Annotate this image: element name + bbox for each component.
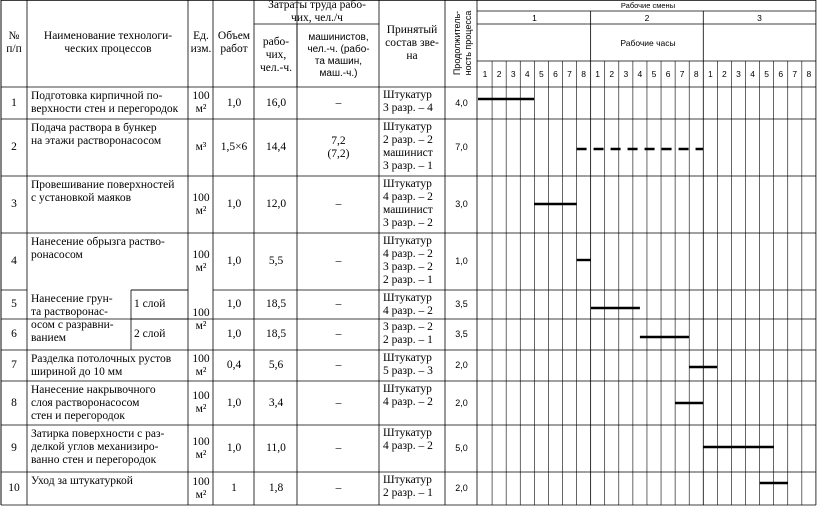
hour-label-shift1-h1: 1 — [482, 69, 488, 79]
row-volume: 1,0 — [226, 396, 242, 409]
row-duration: 2,0 — [455, 483, 468, 493]
row-volume: 0,4 — [226, 359, 242, 371]
hour-label-shift1-h4: 4 — [524, 69, 530, 79]
row-layer: 1 слой — [134, 298, 166, 310]
hour-label-shift3-h2: 2 — [722, 69, 727, 79]
row-duration: 2,0 — [455, 397, 468, 408]
row-volume: 1,0 — [226, 198, 242, 210]
row-process-name: Нанесение накрывочного слоя растворонасосом стен и перегородок — [31, 384, 156, 422]
header-process-name: Наименование технологи- ческих процессов — [43, 30, 173, 55]
row-workers-labor: 18,5 — [265, 328, 287, 340]
header-workers: рабо- чих, чел.-ч. — [260, 36, 292, 74]
row-crew: Штукатур 4 разр. – 2 машинист 3 разр. – 2 — [383, 178, 433, 229]
row-crew: Штукатур 5 разр. – 3 — [383, 352, 433, 377]
row-num: 10 — [8, 482, 20, 494]
row-crew: Штукатур 2 разр. – 2 машинист 3 разр. – 1 — [383, 121, 433, 172]
row-num: 3 — [11, 198, 17, 210]
row-duration: 7,0 — [455, 142, 468, 152]
row-volume: 1,0 — [226, 328, 242, 340]
row-volume: 1 — [231, 482, 237, 494]
row-num: 8 — [11, 396, 17, 409]
row-duration: 4,0 — [455, 97, 468, 108]
hour-label-shift1-h8: 8 — [581, 69, 586, 79]
row-duration: 2,0 — [455, 360, 468, 370]
row-machinists-labor: – — [335, 396, 342, 409]
row-volume: 1,0 — [226, 442, 242, 454]
row-crew: Штукатур 4 разр. – 2 — [383, 427, 433, 452]
row-duration: 1,0 — [455, 256, 468, 266]
row-machinists-labor: – — [335, 198, 342, 210]
row-machinists-labor: – — [335, 328, 342, 340]
row-volume: 1,5×6 — [220, 141, 248, 153]
hour-label-shift3-h5: 5 — [764, 69, 769, 79]
row-num: 6 — [11, 328, 17, 340]
row-process-name: Разделка потолочных рустов шириной до 10 мм — [31, 353, 172, 378]
row-machinists-labor: 7,2 (7,2) — [327, 134, 350, 160]
hour-label-shift3-h6: 6 — [778, 69, 784, 79]
row-machinists-labor: – — [335, 482, 342, 494]
header-labor-costs: Затраты труда рабо- чих, чел./ч — [268, 0, 366, 24]
row-process-name: Подготовка кирпичной по- верхности стен и перегородок — [31, 90, 179, 115]
row-crew: 3 разр. – 2 2 разр. – 1 — [383, 321, 433, 346]
hour-label-shift1-h5: 5 — [538, 69, 544, 79]
hour-label-shift3-h7: 7 — [792, 69, 798, 79]
row-duration: 3,5 — [455, 329, 468, 339]
header-work-hours: Рабочие часы — [620, 38, 676, 48]
row-machinists-labor: – — [335, 298, 342, 310]
shift-3-label: 3 — [757, 13, 762, 23]
hour-label-shift2-h5: 5 — [651, 69, 657, 79]
row-unit: 100 м² — [192, 248, 210, 274]
row-num: 7 — [11, 359, 17, 371]
row-volume: 1,0 — [226, 96, 242, 109]
header-crew: Принятый состав зве- на — [385, 23, 439, 62]
row-num: 2 — [11, 141, 17, 153]
row-crew: Штукатур 3 разр. – 4 — [383, 89, 433, 114]
row-volume: 1,0 — [226, 255, 242, 267]
row-process-name: Нанесение грун- та растворонас- осом с разравни- ванием — [31, 293, 114, 344]
row-num: 1 — [11, 96, 17, 109]
row-process-name: Нанесение обрызга раство- ронасосом — [31, 236, 165, 261]
row-process-name: Провешивание поверхностей с установкой маяков — [31, 179, 175, 204]
hour-label-shift2-h3: 3 — [623, 69, 629, 79]
row-workers-labor: 18,5 — [265, 298, 287, 310]
header-duration: Продолжитель- ность процесса — [452, 10, 473, 76]
row-machinists-labor: – — [335, 359, 342, 371]
hour-label-shift1-h3: 3 — [510, 69, 516, 79]
header-work-shifts: Рабочие смены — [620, 1, 676, 10]
header-num: № п/п — [6, 30, 22, 55]
row-unit: 100 м² — [192, 475, 210, 501]
hour-label-shift2-h6: 6 — [665, 69, 671, 79]
hour-label-shift3-h8: 8 — [806, 69, 812, 79]
row-unit: 100 м² — [192, 435, 210, 461]
row-workers-labor: 11,0 — [266, 442, 286, 454]
header-machinists: машинистов, чел.-ч. (рабо- та машин, маш.-ч.) — [307, 31, 370, 79]
row-process-name: Уход за штукатуркой — [31, 475, 133, 487]
row-unit: м³ — [195, 141, 207, 153]
row-workers-labor: 5,6 — [268, 359, 284, 371]
row-crew: Штукатур 4 разр. – 2 — [383, 292, 433, 317]
hour-label-shift3-h4: 4 — [750, 69, 755, 79]
row-process-name: Затирка поверхности с раз- делкой углов механизиро- ванно стен и перегородок — [31, 428, 165, 466]
row-volume: 1,0 — [226, 298, 242, 310]
hour-label-shift1-h7: 7 — [567, 69, 572, 79]
row-duration: 5,0 — [455, 443, 468, 453]
row-workers-labor: 5,5 — [268, 255, 284, 267]
row-unit: 100 м² — [192, 90, 210, 115]
row-workers-labor: 12,0 — [265, 198, 287, 210]
row-layer: 2 слой — [134, 328, 166, 340]
hour-label-shift2-h8: 8 — [693, 69, 699, 79]
row-unit: 100 м² — [192, 352, 210, 378]
row-workers-labor: 14,4 — [265, 141, 287, 153]
row-crew: Штукатур 4 разр. – 2 — [383, 383, 433, 408]
hour-label-shift2-h4: 4 — [637, 69, 643, 79]
row-workers-labor: 1,8 — [268, 482, 284, 494]
row-duration: 3,0 — [455, 199, 468, 209]
row-unit: 100 м² — [192, 307, 210, 332]
row-process-name: Подача раствора в бункер на этажи растворонасосом — [31, 122, 162, 147]
hour-label-shift2-h7: 7 — [679, 69, 685, 79]
shift-1-label: 1 — [532, 13, 537, 23]
shift-2-label: 2 — [644, 13, 650, 23]
hour-label-shift2-h1: 1 — [595, 69, 601, 79]
row-num: 9 — [11, 442, 17, 454]
hour-label-shift1-h2: 2 — [496, 69, 502, 79]
hour-label-shift2-h2: 2 — [609, 69, 615, 79]
row-workers-labor: 16,0 — [265, 96, 287, 109]
header-volume: Объем работ — [217, 30, 251, 55]
hour-label-shift3-h3: 3 — [736, 69, 741, 79]
row-num: 4 — [11, 255, 17, 267]
row-machinists-labor: – — [335, 96, 342, 109]
row-crew: Штукатур 4 разр. – 2 3 разр. – 2 2 разр. – 1 — [383, 235, 433, 286]
row-num: 5 — [11, 298, 17, 310]
hour-label-shift1-h6: 6 — [553, 69, 558, 79]
row-machinists-labor: – — [335, 442, 342, 454]
hour-label-shift3-h1: 1 — [707, 69, 713, 79]
row-duration: 3,5 — [455, 299, 468, 309]
row-unit: 100 м² — [192, 191, 210, 217]
row-machinists-labor: – — [335, 255, 342, 267]
row-crew: Штукатур 2 разр. – 1 — [383, 474, 433, 499]
row-workers-labor: 3,4 — [268, 396, 284, 409]
header-unit: Ед. изм. — [190, 30, 212, 55]
row-unit: 100 м² — [192, 390, 210, 415]
